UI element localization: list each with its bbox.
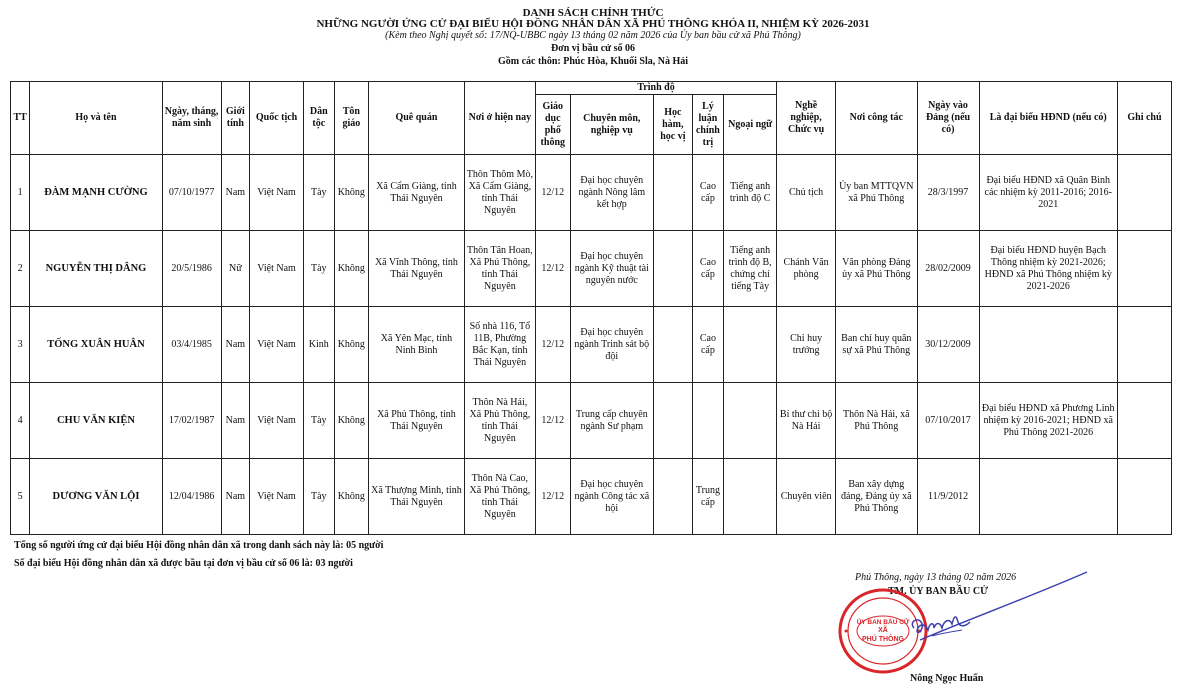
- cell-note: [1117, 307, 1171, 383]
- electoral-unit: Đơn vị bầu cử số 06: [550, 43, 636, 54]
- seal-text-3: PHÚ THÔNG: [862, 636, 904, 643]
- col-party-date: Ngày vào Đảng (nếu có): [917, 82, 979, 155]
- col-delegate: Là đại biểu HĐND (nếu có): [979, 82, 1117, 155]
- cell-dob: 20/5/1986: [162, 231, 221, 307]
- cell-nationality: Việt Nam: [250, 383, 304, 459]
- cell-party-date: 11/9/2012: [917, 459, 979, 535]
- col-tt: TT: [11, 82, 30, 155]
- cell-political: Cao cấp: [692, 155, 724, 231]
- col-nationality: Quốc tịch: [250, 82, 304, 155]
- cell-party-date: 28/3/1997: [917, 155, 979, 231]
- cell-workplace: Thôn Nà Hải, xã Phú Thông: [836, 383, 917, 459]
- summary-total: Tổng số người ứng cử đại biểu Hội đồng nhân dân xã trong danh sách này là: 05 người: [14, 540, 384, 551]
- col-workplace: Nơi công tác: [836, 82, 917, 155]
- doc-title: DANH SÁCH CHÍNH THỨC: [522, 7, 664, 19]
- cell-religion: Không: [334, 231, 369, 307]
- cell-name: DƯƠNG VĂN LỘI: [30, 459, 162, 535]
- cell-gender: Nam: [221, 383, 249, 459]
- cell-tt: 1: [11, 155, 30, 231]
- sign-title: TM. ỦY BAN BẦU CỬ: [888, 586, 989, 597]
- cell-hometown: Xã Cẩm Giàng, tỉnh Thái Nguyên: [369, 155, 465, 231]
- cell-gender: Nam: [221, 307, 249, 383]
- cell-dob: 07/10/1977: [162, 155, 221, 231]
- cell-party-date: 07/10/2017: [917, 383, 979, 459]
- cell-language: Tiếng anh trình độ B, chứng chỉ tiếng Tày: [724, 231, 777, 307]
- cell-ethnic: Tày: [304, 155, 335, 231]
- cell-gender: Nam: [221, 459, 249, 535]
- cell-note: [1117, 155, 1171, 231]
- col-language: Ngoại ngữ: [724, 95, 777, 155]
- table-row: [11, 307, 1172, 383]
- cell-note: [1117, 231, 1171, 307]
- cell-nationality: Việt Nam: [250, 155, 304, 231]
- cell-delegate: Đại biểu HĐND huyện Bạch Thông nhiệm kỳ 2021-2026; HĐND xã Phú Thông nhiệm kỳ 2021-2026: [979, 231, 1117, 307]
- table-row: [11, 383, 1172, 459]
- cell-note: [1117, 459, 1171, 535]
- seal-text-1: ỦY BAN BẦU CỬ: [856, 619, 910, 626]
- cell-ethnic: Tày: [304, 383, 335, 459]
- cell-language: [724, 459, 777, 535]
- cell-name: ĐÀM MẠNH CƯỜNG: [30, 155, 162, 231]
- cell-specialty: Đại học chuyên ngành Trinh sát bộ đội: [570, 307, 653, 383]
- cell-delegate: Đại biểu HĐND xã Phương Linh nhiệm kỳ 2016-2021; HĐND xã Phú Thông 2021-2026: [979, 383, 1117, 459]
- candidate-table: [10, 81, 1172, 535]
- col-specialty: Chuyên môn, nghiệp vụ: [570, 95, 653, 155]
- col-note: Ghi chú: [1117, 82, 1171, 155]
- summary-elected: Số đại biểu Hội đồng nhân dân xã được bầu tại đơn vị bầu cử số 06 là: 03 người: [14, 558, 353, 569]
- col-job: Nghề nghiệp, Chức vụ: [777, 82, 836, 155]
- cell-academic: [654, 459, 693, 535]
- cell-tt: 5: [11, 459, 30, 535]
- cell-job: Chỉ huy trưởng: [777, 307, 836, 383]
- table-row: [11, 231, 1172, 307]
- cell-religion: Không: [334, 307, 369, 383]
- cell-residence: Thôn Nà Cao, Xã Phủ Thông, tỉnh Thái Nguyên: [464, 459, 535, 535]
- table-row: [11, 459, 1172, 535]
- cell-hometown: Xã Yên Mạc, tỉnh Ninh Bình: [369, 307, 465, 383]
- cell-dob: 17/02/1987: [162, 383, 221, 459]
- col-education-group: Trình độ: [535, 82, 776, 95]
- cell-gender: Nam: [221, 155, 249, 231]
- cell-job: Chủ tịch: [777, 155, 836, 231]
- cell-hometown: Xã Phủ Thông, tỉnh Thái Nguyên: [369, 383, 465, 459]
- cell-nationality: Việt Nam: [250, 459, 304, 535]
- cell-ethnic: Kinh: [304, 307, 335, 383]
- cell-workplace: Ban chỉ huy quân sự xã Phú Thông: [836, 307, 917, 383]
- cell-general-edu: 12/12: [535, 383, 570, 459]
- cell-nationality: Việt Nam: [250, 231, 304, 307]
- cell-job: Chánh Văn phòng: [777, 231, 836, 307]
- cell-ethnic: Tày: [304, 231, 335, 307]
- cell-workplace: Văn phòng Đảng ủy xã Phú Thông: [836, 231, 917, 307]
- cell-dob: 12/04/1986: [162, 459, 221, 535]
- cell-general-edu: 12/12: [535, 155, 570, 231]
- cell-dob: 03/4/1985: [162, 307, 221, 383]
- cell-academic: [654, 155, 693, 231]
- cell-language: [724, 307, 777, 383]
- cell-language: [724, 383, 777, 459]
- cell-language: Tiếng anh trình độ C: [724, 155, 777, 231]
- cell-religion: Không: [334, 383, 369, 459]
- cell-name: CHU VĂN KIỆN: [30, 383, 162, 459]
- col-name: Họ và tên: [30, 82, 162, 155]
- cell-workplace: Ủy ban MTTQVN xã Phú Thông: [836, 155, 917, 231]
- cell-tt: 2: [11, 231, 30, 307]
- cell-job: Chuyên viên: [777, 459, 836, 535]
- col-ethnic: Dân tộc: [304, 82, 335, 155]
- sign-date: Phú Thông, ngày 13 tháng 02 năm 2026: [855, 572, 1017, 583]
- col-general-edu: Giáo dục phổ thông: [535, 95, 570, 155]
- col-dob: Ngày, tháng, năm sinh: [162, 82, 221, 155]
- cell-general-edu: 12/12: [535, 307, 570, 383]
- signer-name: Nông Ngọc Huấn: [910, 673, 984, 684]
- handwritten-signature: [862, 566, 1092, 666]
- cell-residence: Thôn Tân Hoan, Xã Phú Thông, tỉnh Thái Nguyên: [464, 231, 535, 307]
- header-row-1: [11, 82, 1172, 95]
- cell-hometown: Xã Thượng Minh, tỉnh Thái Nguyên: [369, 459, 465, 535]
- cell-name: NGUYỄN THỊ DÂNG: [30, 231, 162, 307]
- seal-text-2: XÃ: [878, 627, 888, 634]
- cell-delegate: [979, 459, 1117, 535]
- cell-specialty: Đại học chuyên ngành Kỹ thuật tài nguyên nước: [570, 231, 653, 307]
- col-political: Lý luận chính trị: [692, 95, 724, 155]
- cell-workplace: Ban xây dựng đảng, Đảng ủy xã Phú Thông: [836, 459, 917, 535]
- cell-specialty: Trung cấp chuyên ngành Sư phạm: [570, 383, 653, 459]
- cell-specialty: Đại học chuyên ngành Công tác xã hội: [570, 459, 653, 535]
- cell-general-edu: 12/12: [535, 231, 570, 307]
- cell-ethnic: Tày: [304, 459, 335, 535]
- doc-subtitle: NHỮNG NGƯỜI ỨNG CỬ ĐẠI BIỂU HỘI ĐỒNG NHÂN DÂN XÃ PHÚ THÔNG KHÓA II, NHIỆM KỲ 2026-2031: [316, 18, 870, 30]
- cell-gender: Nữ: [221, 231, 249, 307]
- cell-political: [692, 383, 724, 459]
- table-row: [11, 155, 1172, 231]
- col-hometown: Quê quán: [369, 82, 465, 155]
- cell-religion: Không: [334, 155, 369, 231]
- cell-religion: Không: [334, 459, 369, 535]
- cell-name: TỐNG XUÂN HUÂN: [30, 307, 162, 383]
- cell-residence: Thôn Nà Hải, Xã Phủ Thông, tỉnh Thái Nguyên: [464, 383, 535, 459]
- col-religion: Tôn giáo: [334, 82, 369, 155]
- cell-residence: Thôn Thôm Mò, Xã Cẩm Giàng, tỉnh Thái Nguyên: [464, 155, 535, 231]
- cell-tt: 3: [11, 307, 30, 383]
- cell-political: Cao cấp: [692, 231, 724, 307]
- col-gender: Giới tính: [221, 82, 249, 155]
- cell-delegate: Đại biểu HĐND xã Quân Bình các nhiệm kỳ 2011-2016; 2016-2021: [979, 155, 1117, 231]
- cell-residence: Số nhà 116, Tổ 11B, Phường Bắc Kạn, tỉnh Thái Nguyên: [464, 307, 535, 383]
- cell-specialty: Đại học chuyên ngành Nông lâm kết hợp: [570, 155, 653, 231]
- cell-nationality: Việt Nam: [250, 307, 304, 383]
- cell-academic: [654, 307, 693, 383]
- cell-hometown: Xã Vĩnh Thông, tỉnh Thái Nguyên: [369, 231, 465, 307]
- cell-delegate: [979, 307, 1117, 383]
- cell-academic: [654, 231, 693, 307]
- cell-note: [1117, 383, 1171, 459]
- cell-party-date: 30/12/2009: [917, 307, 979, 383]
- cell-political: Cao cấp: [692, 307, 724, 383]
- col-residence: Nơi ở hiện nay: [464, 82, 535, 155]
- cell-job: Bí thư chi bộ Nà Hải: [777, 383, 836, 459]
- cell-academic: [654, 383, 693, 459]
- cell-general-edu: 12/12: [535, 459, 570, 535]
- cell-political: Trung cấp: [692, 459, 724, 535]
- doc-reference: (Kèm theo Nghị quyết số: 17/NQ-UBBC ngày 13 tháng 02 năm 2026 của Ủy ban bầu cử xã Phú Thông): [385, 30, 801, 41]
- cell-tt: 4: [11, 383, 30, 459]
- col-academic: Học hàm, học vị: [654, 95, 693, 155]
- villages-line: Gồm các thôn: Phúc Hòa, Khuổi Sla, Nà Hải: [497, 56, 688, 67]
- cell-party-date: 28/02/2009: [917, 231, 979, 307]
